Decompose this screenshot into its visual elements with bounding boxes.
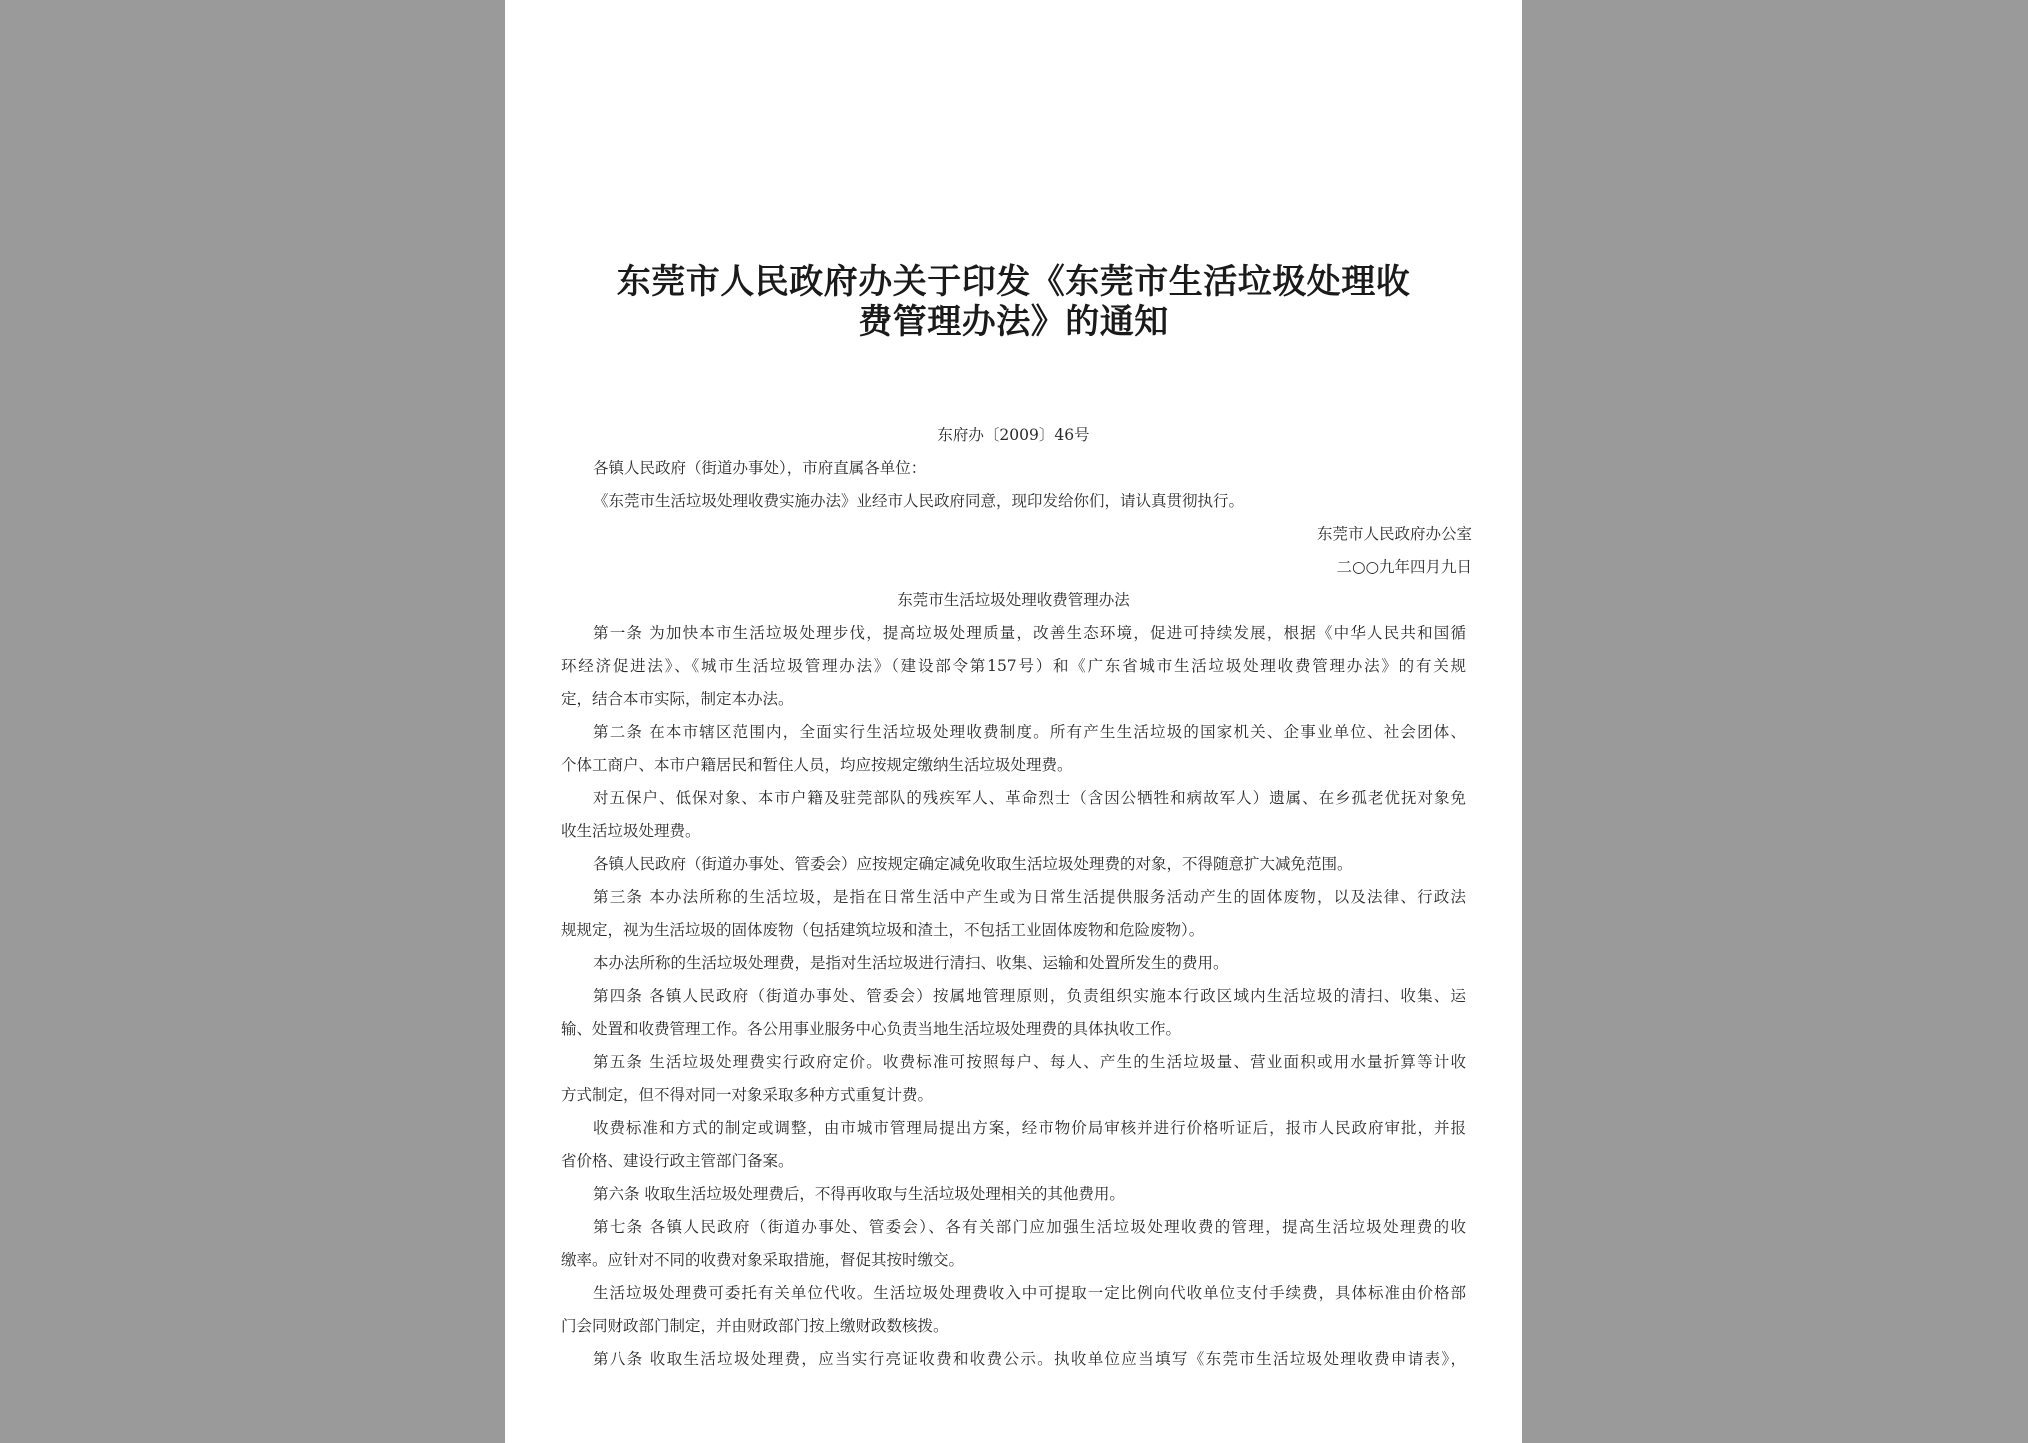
- text-line: 省价格、建设行政主管部门备案。: [561, 1152, 794, 1170]
- text-line: 第六条 收取生活垃圾处理费后，不得再收取与生活垃圾处理相关的其他费用。: [593, 1185, 1125, 1203]
- text-line: 各镇人民政府（街道办事处、管委会）应按规定确定减免收取生活垃圾处理费的对象，不得随意扩大减免范围。: [593, 855, 1353, 873]
- text-line: 门会同财政部门制定，并由财政部门按上缴财政数核拨。: [561, 1317, 949, 1335]
- title-line-2: 费管理办法》的通知: [858, 302, 1169, 342]
- text-line: 收费标准和方式的制定或调整，由市城市管理局提出方案，经市物价局审核并进行价格听证后，报市人民政府审批，并报: [593, 1119, 1466, 1137]
- text-line: 环经济促进法》、《城市生活垃圾管理办法》（建设部令第157号）和《广东省城市生活垃圾处理收费管理办法》的有关规: [561, 657, 1466, 675]
- text-line: 第七条 各镇人民政府（街道办事处、管委会）、各有关部门应加强生活垃圾处理收费的管理，提高生活垃圾处理费的收: [593, 1218, 1466, 1236]
- text-line: 第八条 收取生活垃圾处理费，应当实行亮证收费和收费公示。执收单位应当填写《东莞市生活垃圾处理收费申请表》，: [593, 1350, 1466, 1368]
- regulation-subtitle: 东莞市生活垃圾处理收费管理办法: [897, 591, 1130, 609]
- text-line: 第二条 在本市辖区范围内，全面实行生活垃圾处理收费制度。所有产生生活垃圾的国家机关、企事业单位、社会团体、: [593, 723, 1466, 741]
- text-line: 方式制定，但不得对同一对象采取多种方式重复计费。: [561, 1086, 934, 1104]
- text-line: 第四条 各镇人民政府（街道办事处、管委会）按属地管理原则，负责组织实施本行政区域内生活垃圾的清扫、收集、运: [593, 987, 1466, 1005]
- text-line: 生活垃圾处理费可委托有关单位代收。生活垃圾处理费收入中可提取一定比例向代收单位支付手续费，具体标准由价格部: [593, 1284, 1466, 1302]
- document-title: [595, 262, 1432, 342]
- text-line: 第一条 为加快本市生活垃圾处理步伐，提高垃圾处理质量，改善生态环境，促进可持续发展，根据《中华人民共和国循: [593, 624, 1466, 642]
- text-line: 个体工商户、本市户籍居民和暂住人员，均应按规定缴纳生活垃圾处理费。: [561, 756, 1073, 774]
- addressee: 各镇人民政府（街道办事处），市府直属各单位：: [593, 459, 927, 477]
- text-line: 输、处置和收费管理工作。各公用事业服务中心负责当地生活垃圾处理费的具体执收工作。: [561, 1020, 1182, 1038]
- text-line: 第三条 本办法所称的生活垃圾，是指在日常生活中产生或为日常生活提供服务活动产生的固体废物，以及法律、行政法: [593, 888, 1466, 906]
- text-line: 定，结合本市实际，制定本办法。: [561, 690, 794, 708]
- text-line: 规规定，视为生活垃圾的固体废物（包括建筑垃圾和渣土，不包括工业固体废物和危险废物）。: [561, 921, 1205, 939]
- text-line: 对五保户、低保对象、本市户籍及驻莞部队的残疾军人、革命烈士（含因公牺牲和病故军人）遗属、在乡孤老优抚对象免: [593, 789, 1466, 807]
- text-line: 收生活垃圾处理费。: [561, 822, 701, 840]
- text-line: 第五条 生活垃圾处理费实行政府定价。收费标准可按照每户、每人、产生的生活垃圾量、营业面积或用水量折算等计收: [593, 1053, 1466, 1071]
- document-page: [505, 0, 1522, 1443]
- text-line: 本办法所称的生活垃圾处理费，是指对生活垃圾进行清扫、收集、运输和处置所发生的费用。: [593, 954, 1229, 972]
- doc-number: 东府办〔2009〕46号: [937, 426, 1090, 444]
- intro-paragraph: 《东莞市生活垃圾处理收费实施办法》业经市人民政府同意，现印发给你们，请认真贯彻执行。: [593, 492, 1245, 510]
- issuer: 东莞市人民政府办公室: [1316, 525, 1472, 543]
- title-line-1: 东莞市人民政府办关于印发《东莞市生活垃圾处理收: [616, 262, 1411, 302]
- text-line: 缴率。应针对不同的收费对象采取措施，督促其按时缴交。: [561, 1251, 965, 1269]
- issue-date: 二○○九年四月九日: [1336, 558, 1472, 576]
